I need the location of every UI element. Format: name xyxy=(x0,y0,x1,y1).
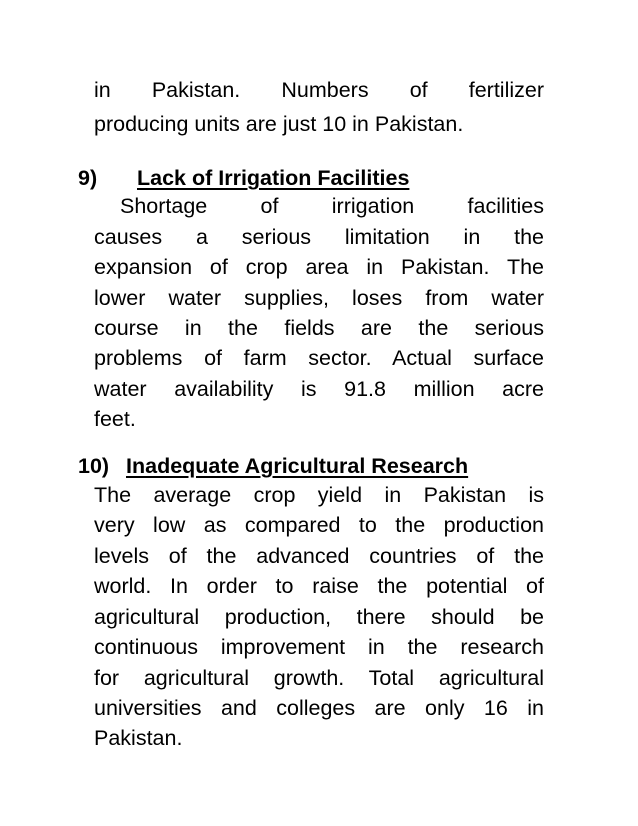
section-9-line-5: course in the fields are the serious xyxy=(94,316,544,340)
section-9-line-2: causes a serious limitation in the xyxy=(94,225,544,249)
section-9-line-6: problems of farm sector. Actual surface xyxy=(94,346,544,370)
section-9-line-1: Shortage of irrigation facilities xyxy=(120,194,544,218)
section-9-title: Lack of Irrigation Facilities xyxy=(137,166,410,190)
section-9-number: 9) xyxy=(78,166,98,190)
section-10-line-7: for agricultural growth. Total agricultural xyxy=(94,666,544,690)
section-9-line-8: feet. xyxy=(94,407,136,431)
section-10-line-3: levels of the advanced countries of the xyxy=(94,544,544,568)
section-10-number: 10) xyxy=(78,454,110,478)
section-9-line-4: lower water supplies, loses from water xyxy=(94,286,544,310)
section-9-line-3: expansion of crop area in Pakistan. The xyxy=(94,255,544,279)
intro-line-1: in Pakistan. Numbers of fertilizer xyxy=(94,78,544,102)
section-10-title-wrap xyxy=(126,452,468,480)
section-10-line-1: The average crop yield in Pakistan is xyxy=(94,483,544,507)
section-9-title-wrap xyxy=(137,164,409,192)
intro-line-2: producing units are just 10 in Pakistan. xyxy=(94,112,464,136)
section-10-line-5: agricultural production, there should be xyxy=(94,605,544,629)
section-10-line-6: continuous improvement in the research xyxy=(94,635,544,659)
section-10-line-8: universities and colleges are only 16 in xyxy=(94,696,544,720)
section-10-line-4: world. In order to raise the potential of xyxy=(94,574,544,598)
section-10-heading xyxy=(78,452,109,480)
section-9-heading xyxy=(78,164,97,192)
section-10-line-2: very low as compared to the production xyxy=(94,513,544,537)
section-10-title: Inadequate Agricultural Research xyxy=(126,454,469,478)
section-9-line-7: water availability is 91.8 million acre xyxy=(94,377,544,401)
section-10-line-9: Pakistan. xyxy=(94,726,183,750)
